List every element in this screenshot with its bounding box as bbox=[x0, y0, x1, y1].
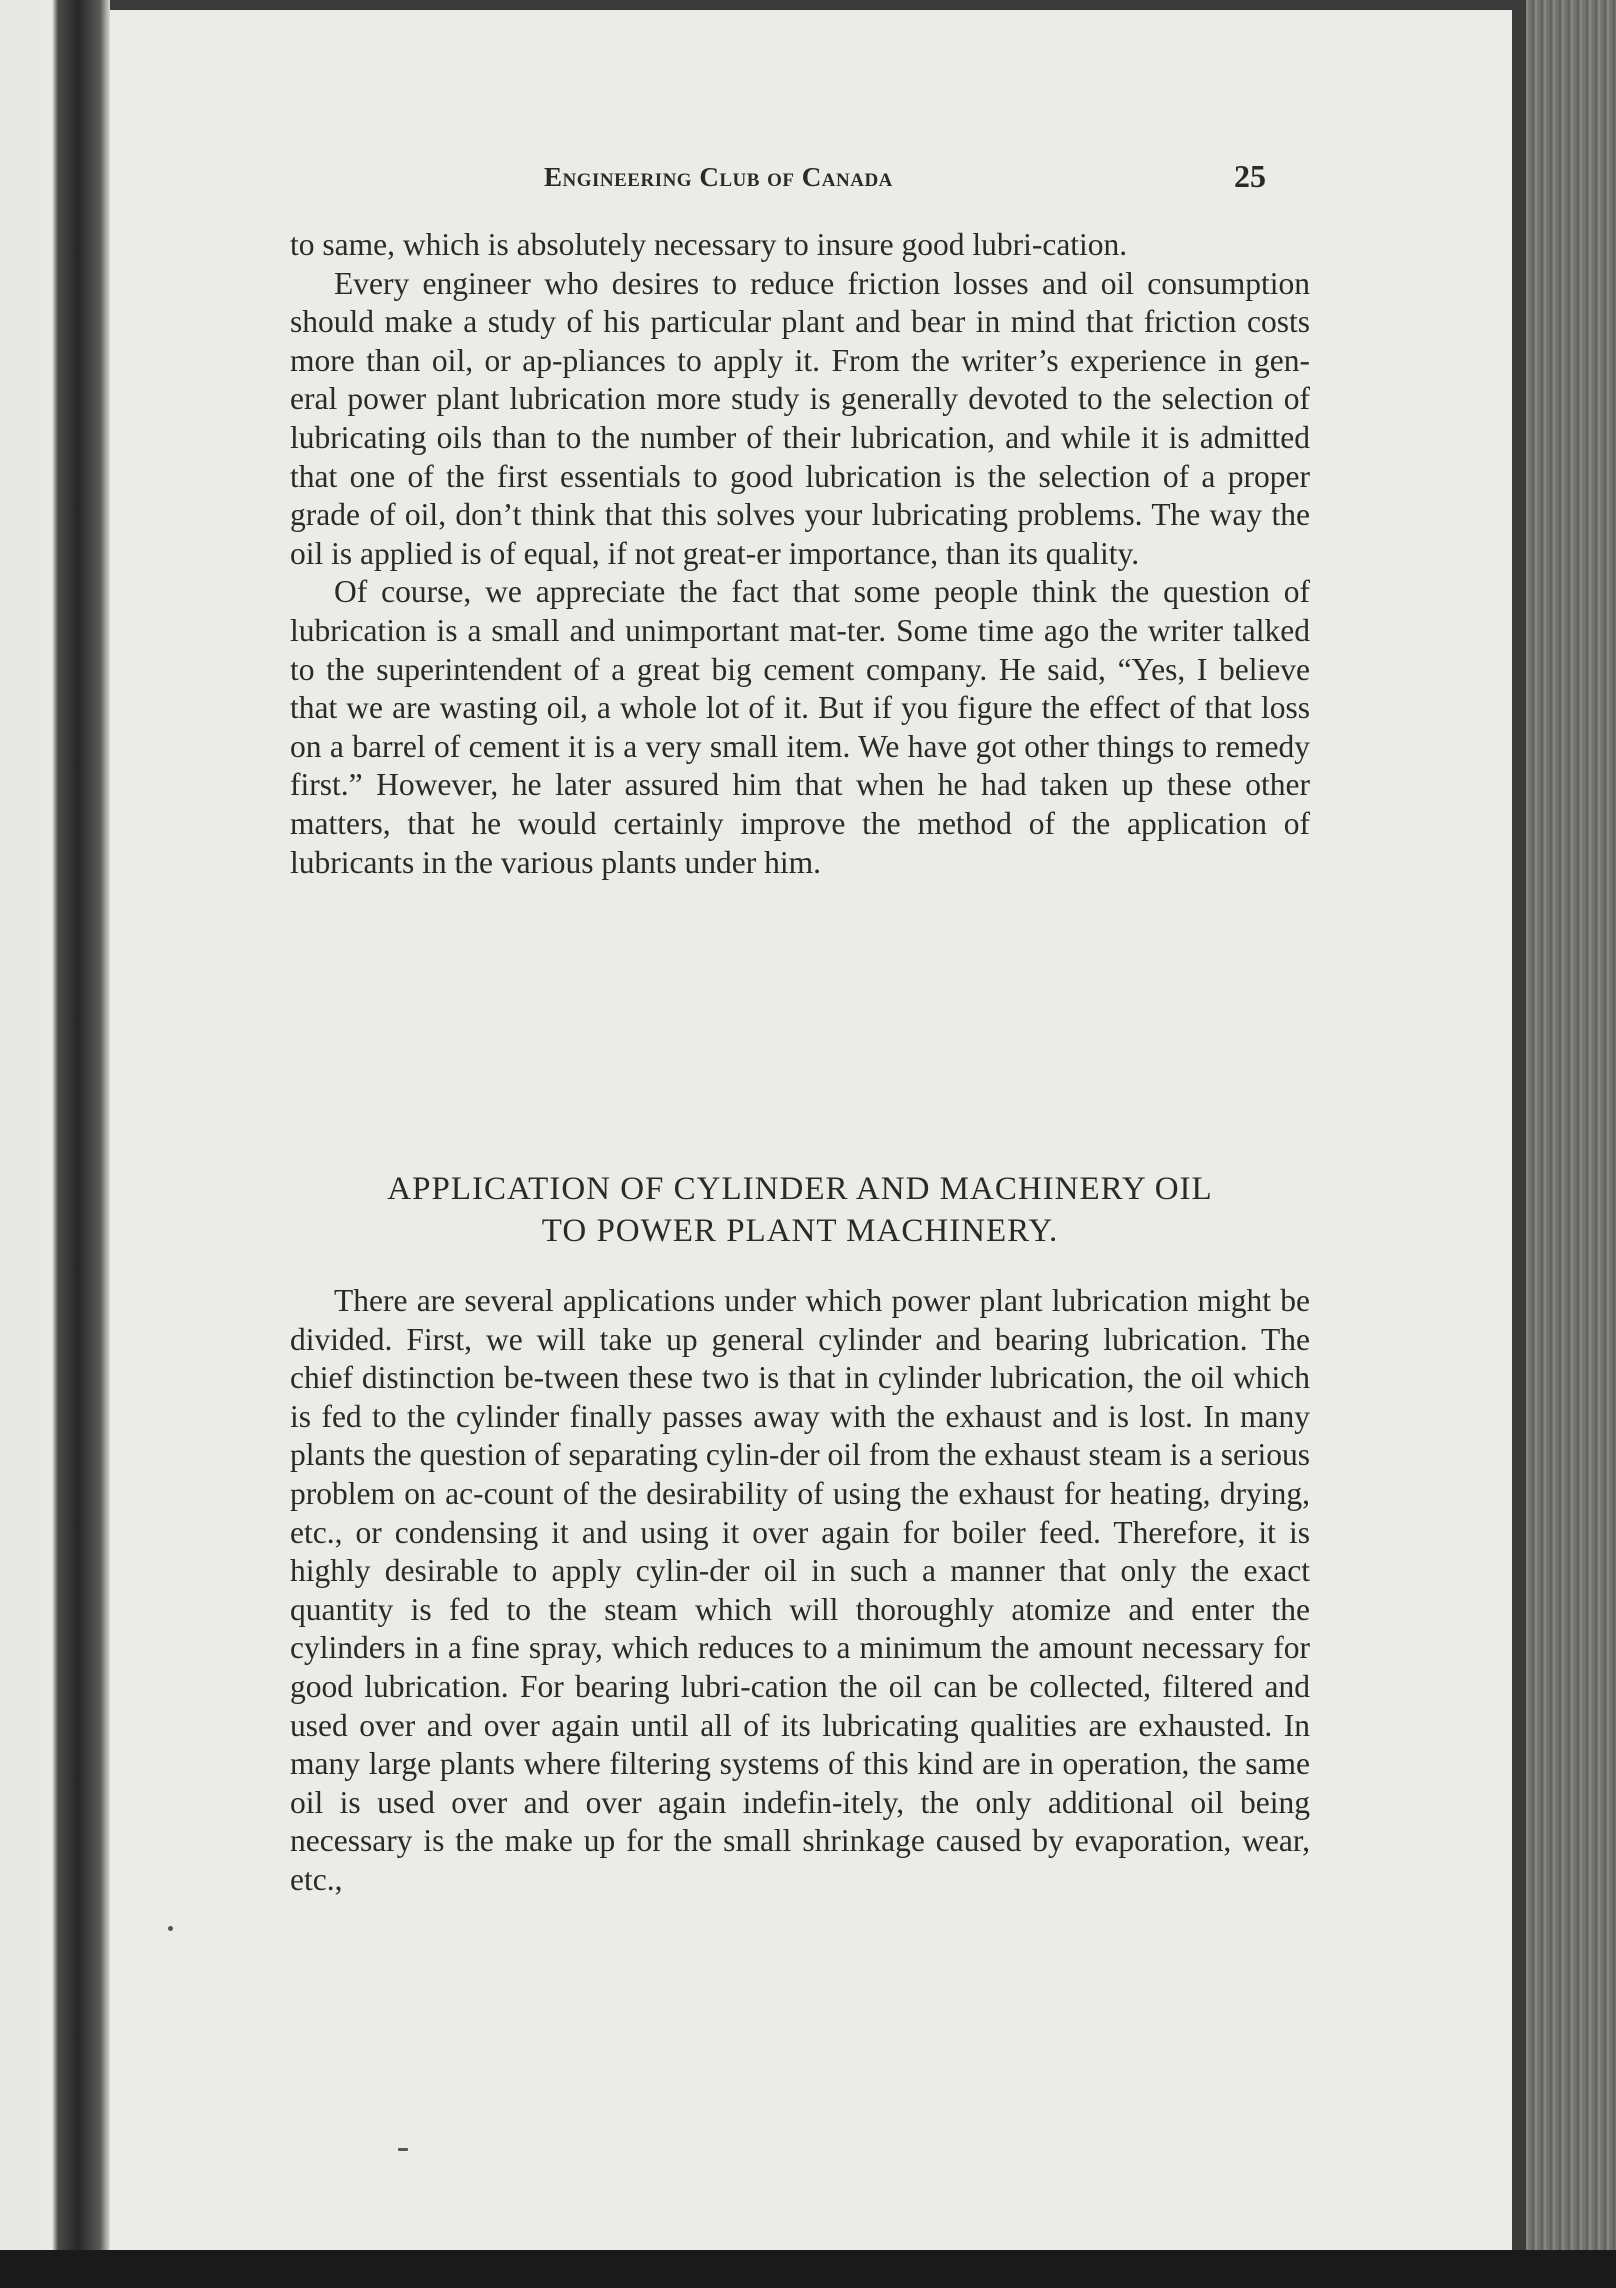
scan-speck bbox=[168, 1926, 173, 1931]
paragraph-cement-company: Of course, we appreciate the fact that some people think the question of lubrication is a small and unimportant mat-ter. Some time ago the writer talked to the superintendent of a great big cement company. He said, “Yes, I believe that we are wasting oil, a whole lot of it. But if you figure the effect of that loss on a barrel of cement it is a very small item. We have got other things to remedy first.” However, he later assured him that when he had taken up these other matters, that he would certainly improve the method of the application of lubricants in the various plants under him. bbox=[290, 574, 1310, 880]
scan-bottom-border bbox=[0, 2250, 1616, 2288]
body-text bbox=[290, 226, 1310, 882]
book-fore-edge bbox=[1512, 0, 1616, 2288]
page-number: 25 bbox=[1234, 158, 1266, 194]
book-gutter bbox=[0, 0, 110, 2288]
running-head bbox=[290, 158, 1310, 202]
section-heading-line-2: TO POWER PLANT MACHINERY. bbox=[541, 1213, 1059, 1249]
section-heading bbox=[290, 1168, 1310, 1252]
scan-speck bbox=[398, 2148, 408, 2151]
running-head-title: Engineering Club of Canada bbox=[544, 162, 893, 192]
paragraph-continuation: to same, which is absolutely necessary to insure good lubri-cation. bbox=[290, 227, 1128, 262]
section-body-text bbox=[290, 1282, 1310, 1900]
section-heading-line-1: APPLICATION OF CYLINDER AND MACHINERY OIL bbox=[387, 1171, 1213, 1207]
paragraph-applications: There are several applications under which power plant lubrication might be divided. First, we will take up general cylinder and bearing lubrication. The chief distinction be-tween these two is that in cylinder lubrication, the oil which is fed to the cylinder finally passes away with the exhaust and is lost. In many plants the question of separating cylin-der oil from the exhaust steam is a serious problem on ac-count of the desirability of using the exhaust for heating, drying, etc., or condensing it and using it over again for boiler feed. Therefore, it is highly desirable to apply cylin-der oil in such a manner that only the exact quantity is fed to the steam which will thoroughly atomize and enter the cylinders in a fine spray, which reduces to a minimum the amount necessary for good lubrication. For bearing lubri-cation the oil can be collected, filtered and used over and over again until all of its lubricating qualities are exhausted. In many large plants where filtering systems of this kind are in operation, the same oil is used over and over again indefin-itely, the only additional oil being necessary is the make up for the small shrinkage caused by evaporation, wear, etc., bbox=[290, 1283, 1310, 1897]
paragraph-friction-losses: Every engineer who desires to reduce friction losses and oil consumption should make a study of his particular plant and bear in mind that friction costs more than oil, or ap-pliances to apply it. From the writer’s experience in gen-eral power plant lubrication more study is generally devoted to the selection of lubricating oils than to the number of their lubrication, and while it is admitted that one of the first essentials to good lubrication is the selection of a proper grade of oil, don’t think that this solves your lubricating problems. The way the oil is applied is of equal, if not great-er importance, than its quality. bbox=[290, 265, 1310, 571]
